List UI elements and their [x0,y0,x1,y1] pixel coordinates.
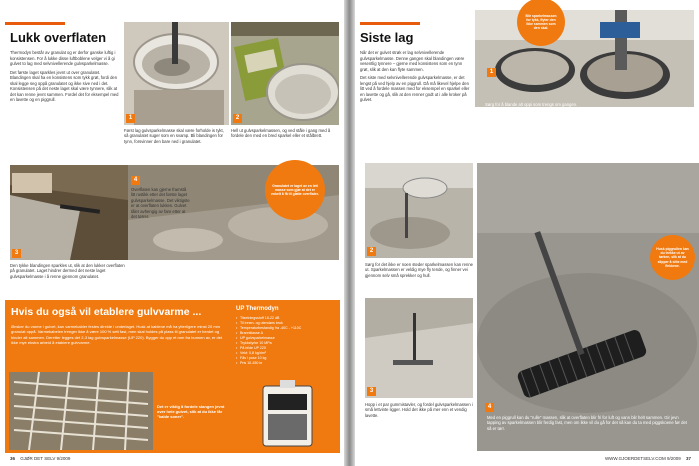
photo-mixer [475,10,694,107]
step-number-2: 2 [233,114,242,123]
step-number-4: 4 [485,403,494,412]
product-info-item: • Pris 10-450 kr [236,361,336,366]
info-bubble [265,160,325,220]
folio-number: 36 [10,456,16,461]
intro-paragraph-2: Det siste med selvnivellerende gulvsparkelmasse, er det lengst på ved hjelp av en piggrull. Då må likevel hjelpe den litt ved å fordele massen med for eksempel en sparkel eller en lavette og gå, slik at den renner godt ut i alle kroker på gulvet. [360,75,470,102]
spreading-illustration [10,165,128,260]
product-bag-image [260,380,315,448]
mixer-illustration [475,10,694,107]
info-bubble-text: Granulatet er laget av en lett masse som gjør at det er enkelt å få til glatte overflater. [271,183,319,197]
spreading-boots-illustration [365,298,473,398]
caption-3-text: Den tykke blandingen sparkles ut, slik at den lukker overflaten på granulatet. Laget hindrer dermed det neste laget gulvsparkelmasse i å renne gjennom granulatet. [10,263,125,279]
floor-heating-caption: Det er viktig å fordele slangen jevnt over hele gulvet, slik at du ikke får "kalde soner". [157,404,225,420]
photo-spreading-boots [365,298,473,398]
product-info-item: • UP gulvsparkelmasse [236,336,336,341]
folio-text: WWW.GJOERDETSELV.COM 9/2009 [604,456,681,461]
heating-cables-illustration [9,372,153,450]
step-number-1: 1 [126,114,135,123]
folio-text: GJØR DET SELV 9/2009 [20,456,71,461]
caption-2 [365,262,473,278]
product-info-box [230,300,340,453]
photo-spike-roller [477,163,699,451]
product-info-item: • Til innen- og utendørs bruk [236,321,336,326]
floor-heating-box [5,300,230,453]
page-title: Siste lag [360,30,414,45]
info-bubble-1 [517,0,565,46]
bag-illustration [231,22,339,125]
caption-3 [365,402,473,418]
product-info-item: • Tilsetningsstoff 18-22 dB [236,316,336,321]
product-bag-illustration [260,380,315,448]
intro-paragraph-1: Når det er gulvet strøk er lag selvnivellerende gulvsparkelmasse. Denne gangen skal blandingen være vesentlig tynnere – gjerne med konsistens som en tynn grøt, slik at den kan flyte sammen. [360,50,465,72]
intro-text [10,50,120,103]
photo-spreading-floor [10,165,128,260]
info-bubble-2-text: Husk piggrullen kan du trekke ut av tørken, slik at du slipper å sitte med flekkene. [656,246,689,268]
caption-4 [487,415,692,431]
product-info-item: • Temperaturbestandig fra -40C - +110C [236,326,336,331]
step-number-4: 4 [131,176,140,185]
caption-4-text: Overflaten kan gjerne framstå litt rustikk etter det første laget gulvsparkelmasse. Det viktigste er at overflaten lukkes. Gulvet tåler avhengig av fare etter at det tørrer. [131,187,190,220]
page-number-left [10,456,70,461]
caption-4 [131,187,191,219]
caption-2-text: Hell ut gulvsparkelmassen, og ved ståle i gang med å fordele den med en bred sparkel eller et stålbrett. [231,128,331,139]
product-info-title: UP Thermodyn [236,306,279,312]
left-page [0,0,344,466]
photo-pouring [365,163,473,258]
pouring-illustration [365,163,473,258]
caption-1-text: Sørg for å blande alt oppi som trengs om gangen. Sparkelmassen begynner å tørke etter cirka 20 minutter, så det er viktig å få lagt ut all sammen mens det er helt flytende. [485,102,602,118]
folio-number: 37 [685,456,691,461]
caption-3-text: Hopp i et par gummistøvler, og fordel gulvsparkelmassen i små lettvinte ligger. Hold det ikke på mer enn et vendig lavette. [365,402,473,418]
right-page [355,0,699,466]
product-info-item: • Vekt: 0,8 kg/dm³ [236,351,336,356]
product-info-item: • Fås i pose 10 kg [236,356,336,361]
step-number-3: 3 [12,249,21,258]
photo-mixing-bucket [124,22,229,125]
caption-3 [10,263,128,279]
bucket-illustration [124,22,229,125]
caption-2-text: Sørg for det ikke er noen steder sparkelmassen kan renne ut. Sparkelmassen er veldig mye fly tende, og finner vei gjennom selv små sprekker og hull. [365,262,473,278]
title-accent-bar [360,22,420,25]
info-bubble-2 [650,235,695,280]
title-accent-bar [5,22,65,25]
caption-4-text: Med en piggrull kan du "rulle" massen, slik at overflaten blir fri for luft og vann blir helt sammen. Gir jevn tapping av sparkelmassen blir ferdig fast, men om ikke vil du gå for det så kan du ta med piggskoene før det så er tørr. [487,415,687,431]
floor-heating-title: Hvis du også vil etablere gulvvarme ... [11,306,202,318]
caption-1 [485,102,605,118]
caption-1-text: Først lag gulvsparkelmasse skal være forholde is tykt, så granulatet suger som en svamp. Bli blandingen for tynn, forsvinner den bare ned i granulatet. [124,128,224,144]
caption-1 [124,128,229,144]
intro-text [360,50,470,103]
step-number-2: 2 [367,247,376,256]
step-number-1: 1 [487,68,496,77]
intro-paragraph-2: Det første laget sparkles jevnt ut over granulatet. Blandingen skal ha en konsistens som tykk grøt, fordi den skal legge seg oppå granulatet og ikke sive ned i det. Konsistensen på det neste laget skal være tynnere, slik at det kan renne jevnt sammen. Fordel det for eksempel med en lavette og en piggrull. [10,69,119,102]
photo-pouring-bag [231,22,339,125]
page-title: Lukk overflaten [10,30,107,45]
floor-heating-text: Ønsker du varme i gulvet, kan varmekabler festes direkte i underlaget. Husk at kablene må ha ytterligere minst 20 mm granulat oppå. Varmekabelen trenger ikke å være 100 % sett fast, men skal holdes på plass til granulatet er herdet og binder alt sammen. Deretter legges det 2-3 lag gulvsparkelmasse (UP 220). Bygger du opp et rom fra bunnen av, er det ikke mye ekstra arbeid å etablere gulvvarme. [11,324,223,345]
intro-paragraph-1: Thermodyn består av granulat og er derfor ganske luftig i konsistensen. For å lukke disse luftboblene velger vi å gi gulvet to lag med selvnivellerende gulvsparkelmasse. [10,50,116,66]
caption-2 [231,128,339,139]
product-info-list [236,316,336,366]
step-number-3: 3 [367,387,376,396]
page-spine [344,0,355,466]
photo-heating-cables [9,372,153,450]
product-info-item: • På bilde UP 220 [236,346,336,351]
info-bubble-1-text: Blir sparkelmassen for tykk, flyter den ikke sammen som den skal. [525,13,557,31]
product-info-item: • Brannklasse A [236,331,336,336]
page-number-right [605,456,691,461]
product-info-item: • Trykkstyrke 10 MPa [236,341,336,346]
spike-roller-illustration [477,163,699,451]
